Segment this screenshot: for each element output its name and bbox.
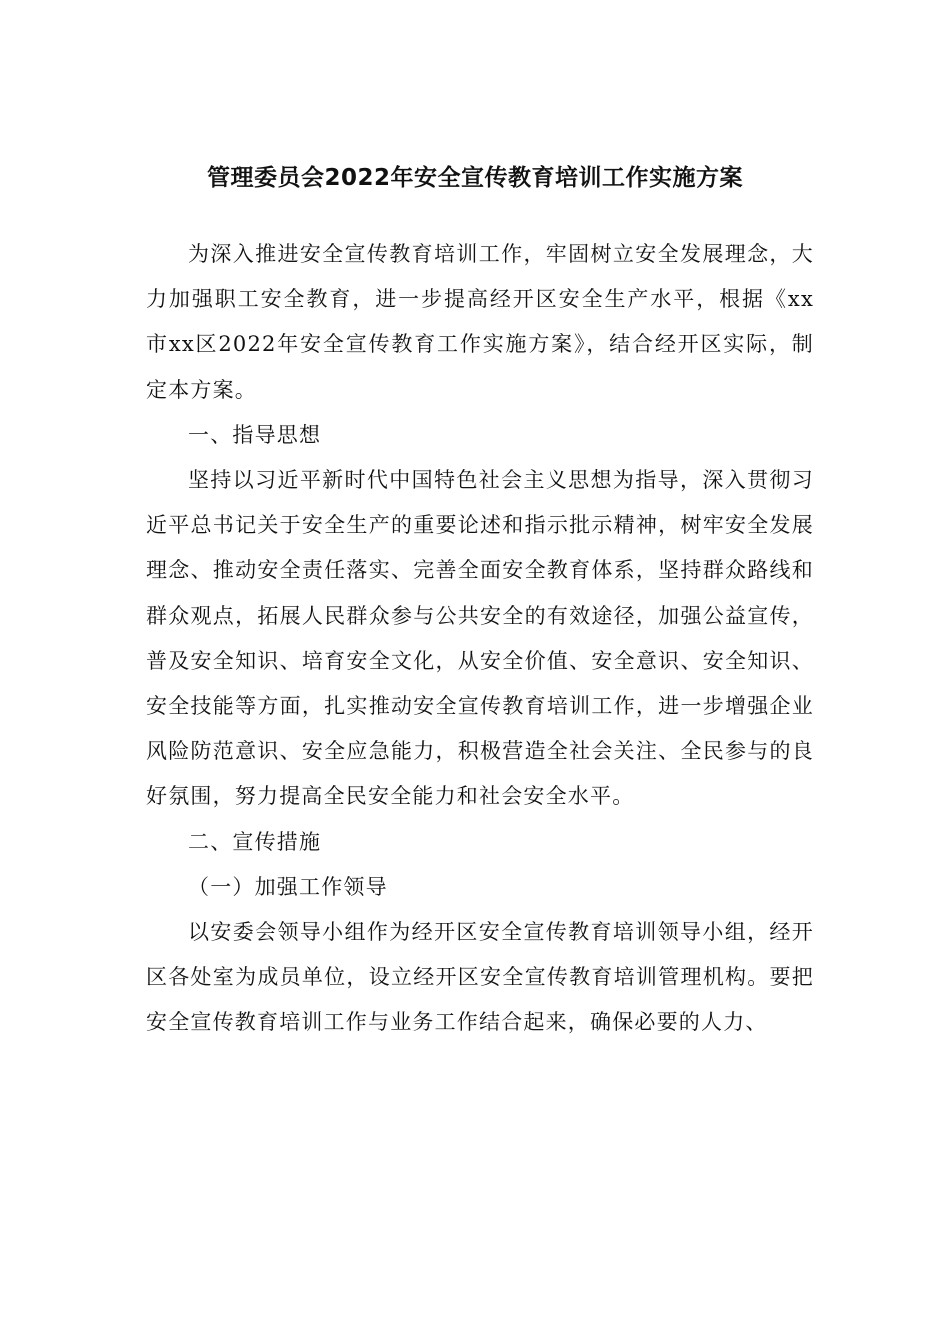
section-heading-guiding-ideology: 一、指导思想	[188, 422, 322, 447]
intro-paragraph: 为深入推进安全宣传教育培训工作，牢固树立安全发展理念，大力加强职工安全教育，进一步提高经开区安全生产水平，根据《xx市xx区2022年安全宣传教育工作实施方案》，结合经开区实际，制定本方案。	[146, 242, 814, 402]
guiding-ideology-paragraph: 坚持以习近平新时代中国特色社会主义思想为指导，深入贯彻习近平总书记关于安全生产的重要论述和指示批示精神，树牢安全发展理念、推动安全责任落实、完善全面安全教育体系，坚持群众路线和群众观点，拓展人民群众参与公共安全的有效途径，加强公益宣传，普及安全知识、培育安全文化，从安全价值、安全意识、安全知识、安全技能等方面，扎实推动安全宣传教育培训工作，进一步增强企业风险防范意识、安全应急能力，积极营造全社会关注、全民参与的良好氛围，努力提高全民安全能力和社会安全水平。	[146, 468, 814, 809]
subsection-heading-leadership: （一）加强工作领导	[188, 874, 388, 899]
section-heading-publicity-measures: 二、宣传措施	[188, 829, 322, 854]
document-title: 管理委员会2022年安全宣传教育培训工作实施方案	[206, 165, 743, 191]
document-body	[146, 232, 814, 1046]
leadership-paragraph: 以安委会领导小组作为经开区安全宣传教育培训领导小组，经开区各处室为成员单位，设立经开区安全宣传教育培训管理机构。要把安全宣传教育培训工作与业务工作结合起来，确保必要的人力、	[146, 920, 814, 1035]
